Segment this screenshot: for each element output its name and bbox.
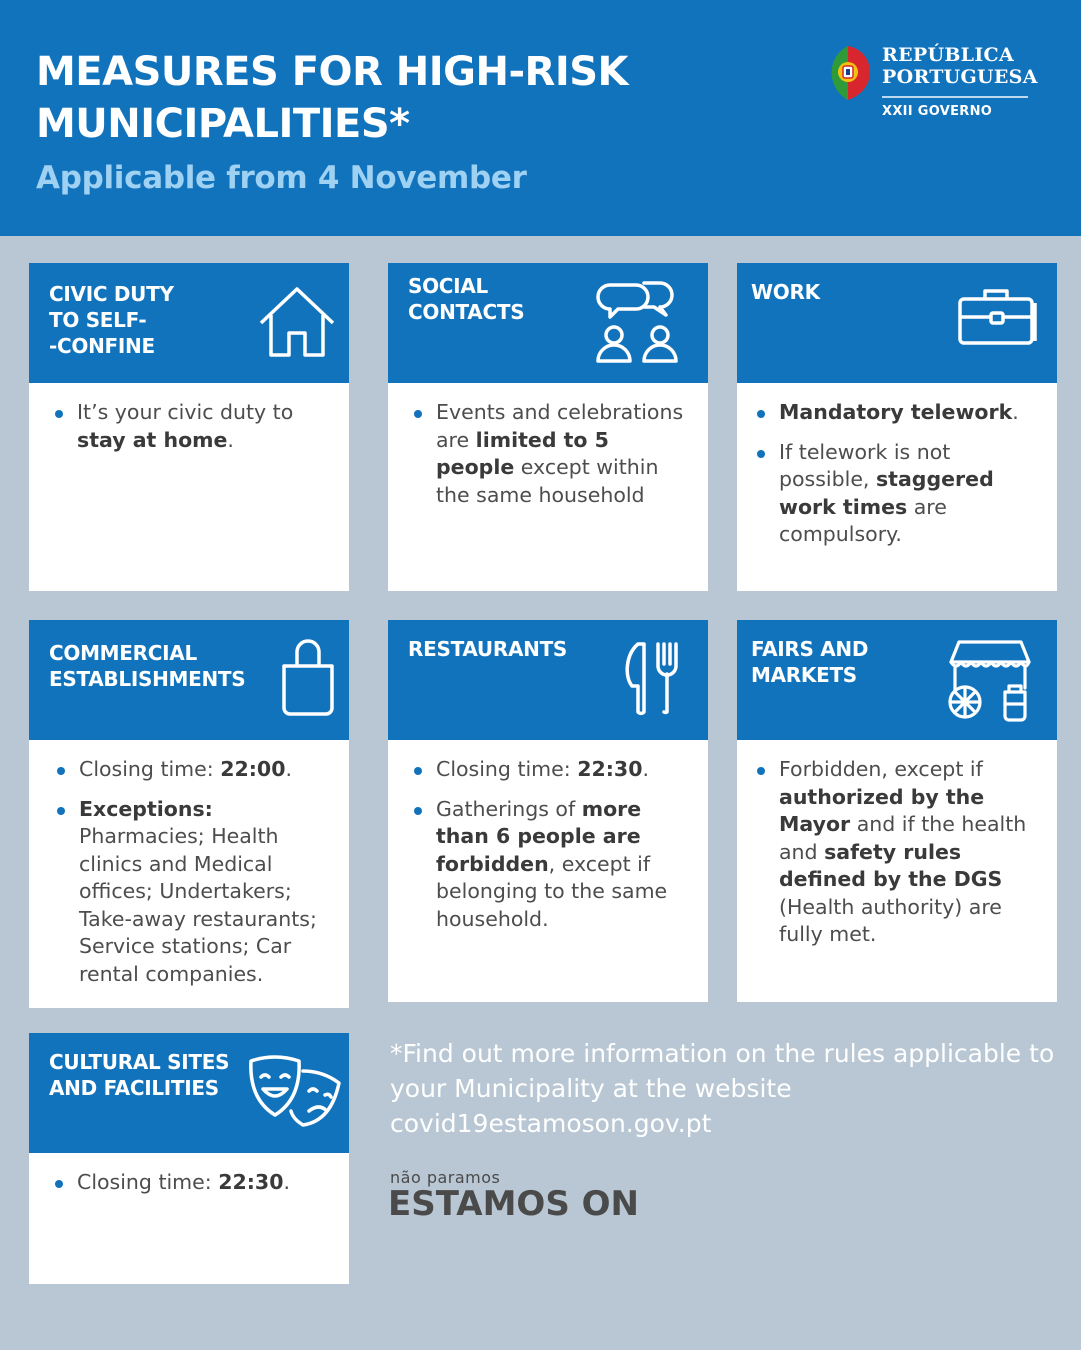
bullet-item bbox=[410, 756, 690, 784]
card-title bbox=[49, 281, 174, 359]
card-header bbox=[29, 620, 349, 740]
card-body bbox=[388, 740, 708, 945]
card-title bbox=[751, 636, 868, 688]
bullet-item bbox=[753, 439, 1039, 549]
bullet-text: . bbox=[285, 757, 292, 781]
knife-fork-icon bbox=[622, 640, 682, 718]
bullet-dot-icon bbox=[757, 450, 765, 458]
card-civic-duty bbox=[29, 263, 349, 591]
bullet-text: except within the same household bbox=[436, 455, 659, 507]
house-icon bbox=[257, 283, 337, 359]
bullet-text: . bbox=[227, 427, 234, 452]
government-subtitle: XXII GOVERNO bbox=[882, 104, 993, 119]
bullet-text: If telework is not possible, bbox=[779, 439, 951, 491]
card-title-line: CIVIC DUTY bbox=[49, 282, 174, 306]
card-title-line: FAIRS AND bbox=[751, 637, 869, 661]
card-title bbox=[49, 1049, 229, 1101]
shopping-bag-icon bbox=[279, 638, 337, 718]
bullet-text: Pharmacies; Health clinics and Medical offices; Undertakers; Take-away restaurants; Service stations; Car rental companies. bbox=[79, 824, 317, 986]
card-header bbox=[737, 620, 1057, 740]
card-restaurants bbox=[388, 620, 708, 1002]
brand-name: ESTAMOS ON bbox=[388, 1184, 639, 1224]
card-title-line: MARKETS bbox=[751, 663, 857, 687]
bullet-text: It’s your civic duty to bbox=[77, 400, 294, 424]
bullet-text: Closing time: bbox=[436, 757, 578, 781]
bullet-dot-icon bbox=[757, 767, 765, 775]
bullet-item bbox=[410, 796, 690, 934]
card-body bbox=[388, 383, 708, 521]
card-title-line: CULTURAL SITES bbox=[49, 1050, 230, 1074]
card-header bbox=[29, 1033, 349, 1153]
card-title-line: SOCIAL bbox=[408, 274, 488, 298]
card-body bbox=[29, 740, 349, 1000]
bullet-bold-text: limited to 5 people bbox=[436, 427, 609, 479]
bullet-bold-text: Exceptions: bbox=[79, 796, 213, 821]
brand-logo bbox=[388, 1184, 639, 1224]
bullet-dot-icon bbox=[414, 807, 422, 815]
card-title-line: AND FACILITIES bbox=[49, 1076, 219, 1100]
gov-divider bbox=[882, 96, 1028, 98]
card-title-line: -CONFINE bbox=[49, 334, 155, 358]
bullet-item bbox=[51, 1169, 331, 1197]
bullet-dot-icon bbox=[757, 410, 765, 418]
bullet-bold-text: Mandatory telework bbox=[779, 400, 1013, 424]
bullet-text: , except if belonging to the same household. bbox=[436, 851, 668, 931]
portuguese-flag-emblem-icon bbox=[828, 44, 874, 100]
card-title-line: ESTABLISHMENTS bbox=[49, 667, 246, 691]
bullet-dot-icon bbox=[414, 767, 422, 775]
bullet-item bbox=[410, 399, 690, 509]
bullet-text: Closing time: bbox=[79, 757, 221, 781]
bullet-dot-icon bbox=[57, 767, 65, 775]
theater-masks-icon bbox=[247, 1055, 343, 1131]
bullet-item bbox=[51, 399, 331, 454]
bullet-text: . bbox=[642, 757, 649, 781]
bullet-text: Closing time: bbox=[77, 1170, 219, 1194]
card-body bbox=[29, 383, 349, 466]
footnote: *Find out more information on the rules applicable to your Municipality at the website covid19estamoson.gov.pt bbox=[390, 1039, 1055, 1138]
card-body bbox=[737, 383, 1057, 561]
bullet-bold-text: 22:30 bbox=[218, 1170, 284, 1194]
bullet-text: . bbox=[283, 1170, 290, 1194]
bullet-text: and if the health and bbox=[779, 812, 1027, 864]
card-title bbox=[49, 640, 245, 692]
card-title-line: RESTAURANTS bbox=[408, 637, 568, 661]
card-title bbox=[751, 279, 820, 305]
bullet-item bbox=[53, 796, 331, 989]
brand-tagline: não paramos bbox=[390, 1168, 501, 1187]
gov-name-line2: PORTUGUESA bbox=[882, 66, 1038, 88]
bullet-bold-text: more than 6 people are forbidden bbox=[436, 796, 642, 876]
bullet-bold-text: authorized by the Mayor bbox=[779, 784, 985, 836]
government-logo bbox=[828, 42, 1038, 132]
page-subtitle: Applicable from 4 November bbox=[36, 160, 527, 196]
card-header bbox=[29, 263, 349, 383]
bullet-bold-text: safety rules defined by the DGS bbox=[779, 839, 1003, 891]
bullet-dot-icon bbox=[55, 410, 63, 418]
bullet-text: Forbidden, except if bbox=[779, 757, 983, 781]
bullet-dot-icon bbox=[57, 807, 65, 815]
card-title bbox=[408, 273, 524, 325]
page-title: MEASURES FOR HIGH-RISK MUNICIPALITIES* bbox=[36, 49, 629, 147]
card-title-line: CONTACTS bbox=[408, 300, 525, 324]
card-title-line: WORK bbox=[751, 280, 820, 304]
bullet-bold-text: 22:30 bbox=[577, 757, 643, 781]
bullet-text: are compulsory. bbox=[779, 494, 947, 546]
briefcase-icon bbox=[957, 285, 1037, 347]
bullet-text: Events and celebrations are bbox=[436, 400, 684, 452]
card-header bbox=[388, 263, 708, 383]
bullet-item bbox=[53, 756, 331, 784]
card-header bbox=[737, 263, 1057, 383]
card-header bbox=[388, 620, 708, 740]
market-stall-icon bbox=[947, 638, 1033, 722]
card-fairs bbox=[737, 620, 1057, 1002]
people-chat-icon bbox=[592, 275, 688, 367]
bullet-item bbox=[753, 756, 1039, 949]
card-body bbox=[737, 740, 1057, 961]
card-title-line: TO SELF- bbox=[49, 308, 147, 332]
bullet-bold-text: 22:00 bbox=[220, 757, 286, 781]
card-cultural bbox=[29, 1033, 349, 1284]
bullet-text: . bbox=[1012, 400, 1019, 424]
gov-name-line1: REPÚBLICA bbox=[882, 44, 1014, 66]
card-title-line: COMMERCIAL bbox=[49, 641, 197, 665]
bullet-dot-icon bbox=[414, 410, 422, 418]
government-name bbox=[882, 44, 1038, 88]
bullet-bold-text: staggered work times bbox=[779, 467, 994, 519]
card-title bbox=[408, 636, 567, 662]
bullet-text: Gatherings of bbox=[436, 796, 582, 821]
card-social-contacts bbox=[388, 263, 708, 591]
card-body bbox=[29, 1153, 349, 1209]
bullet-bold-text: stay at home bbox=[77, 427, 228, 452]
bullet-text: (Health authority) are fully met. bbox=[779, 894, 1002, 946]
bullet-dot-icon bbox=[55, 1180, 63, 1188]
header-banner bbox=[0, 0, 1081, 236]
card-commercial bbox=[29, 620, 349, 1008]
card-work bbox=[737, 263, 1057, 591]
bullet-item bbox=[753, 399, 1039, 427]
